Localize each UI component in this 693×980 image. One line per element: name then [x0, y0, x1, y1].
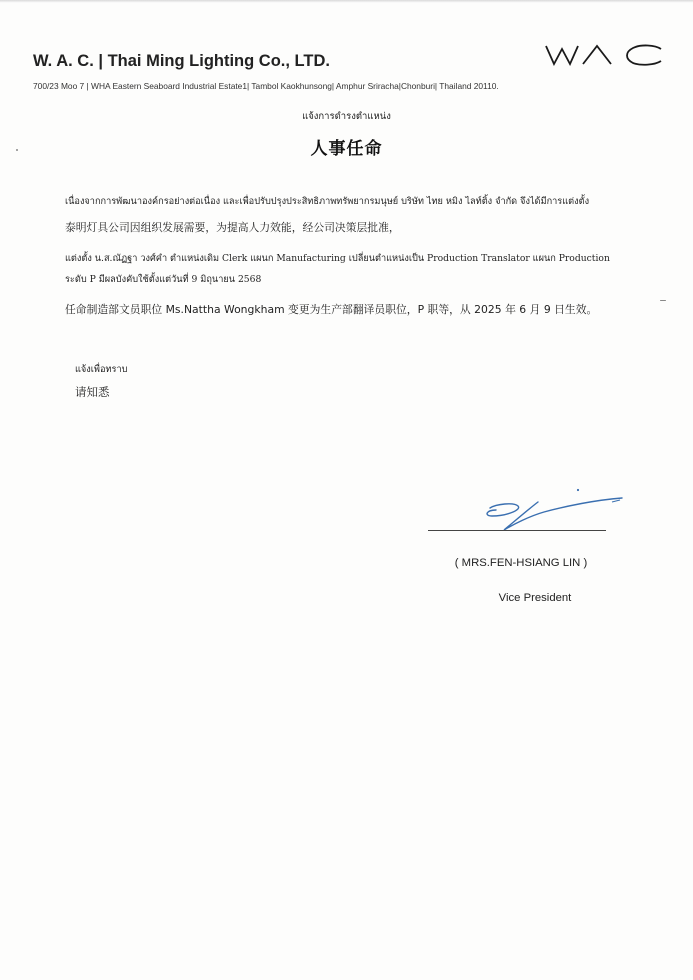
- handwritten-signature: [426, 486, 626, 536]
- body-line-3: แต่งตั้ง น.ส.ณัฏฐา วงศ์คำ ตำแหน่งเดิม Clerk แผนก Manufacturing เปลี่ยนตำแหน่งเป็น Production Translator แผนก Production: [65, 253, 610, 264]
- body-line-1: เนื่องจากการพัฒนาองค์กรอย่างต่อเนื่อง และเพื่อปรับปรุงประสิทธิภาพทรัพยากรมนุษย์ บริษัท ไทย หมิง ไลท์ติ้ง จำกัด จึงได้มีการแต่งตั้ง: [65, 196, 590, 207]
- scan-edge: [0, 0, 693, 3]
- signatory-name: ( MRS.FEN-HSIANG LIN ): [454, 557, 588, 569]
- signatory-title: Vice President: [498, 592, 572, 604]
- signature-line: [428, 530, 606, 531]
- company-name: W. A. C. | Thai Ming Lighting Co., LTD.: [33, 52, 330, 70]
- notice-title-thai: แจ้งการดำรงตำแหน่ง: [302, 111, 391, 122]
- body-line-5: 任命制造部文员职位 Ms.Nattha Wongkham 变更为生产部翻译员职位，P 职等，从 2025 年 6 月 9 日生效。: [65, 303, 598, 316]
- notice-title-chinese: 人事任命: [310, 139, 383, 159]
- scan-speck: [660, 300, 666, 301]
- company-address: 700/23 Moo 7 | WHA Eastern Seaboard Industrial Estate1| Tambol Kaokhunsong| Amphur Sriracha|Chonburi| Thailand 20110.: [33, 81, 499, 91]
- body-line-4: ระดับ P มีผลบังคับใช้ตั้งแต่วันที่ 9 มิถุนายน 2568: [65, 274, 262, 285]
- scan-speck: [16, 149, 18, 151]
- closing-thai: แจ้งเพื่อทราบ: [75, 364, 128, 375]
- body-line-2: 泰明灯具公司因组织发展需要，为提高人力效能，经公司决策层批准，: [65, 221, 400, 234]
- wac-logo: [545, 44, 662, 66]
- closing-chinese: 请知悉: [75, 385, 110, 399]
